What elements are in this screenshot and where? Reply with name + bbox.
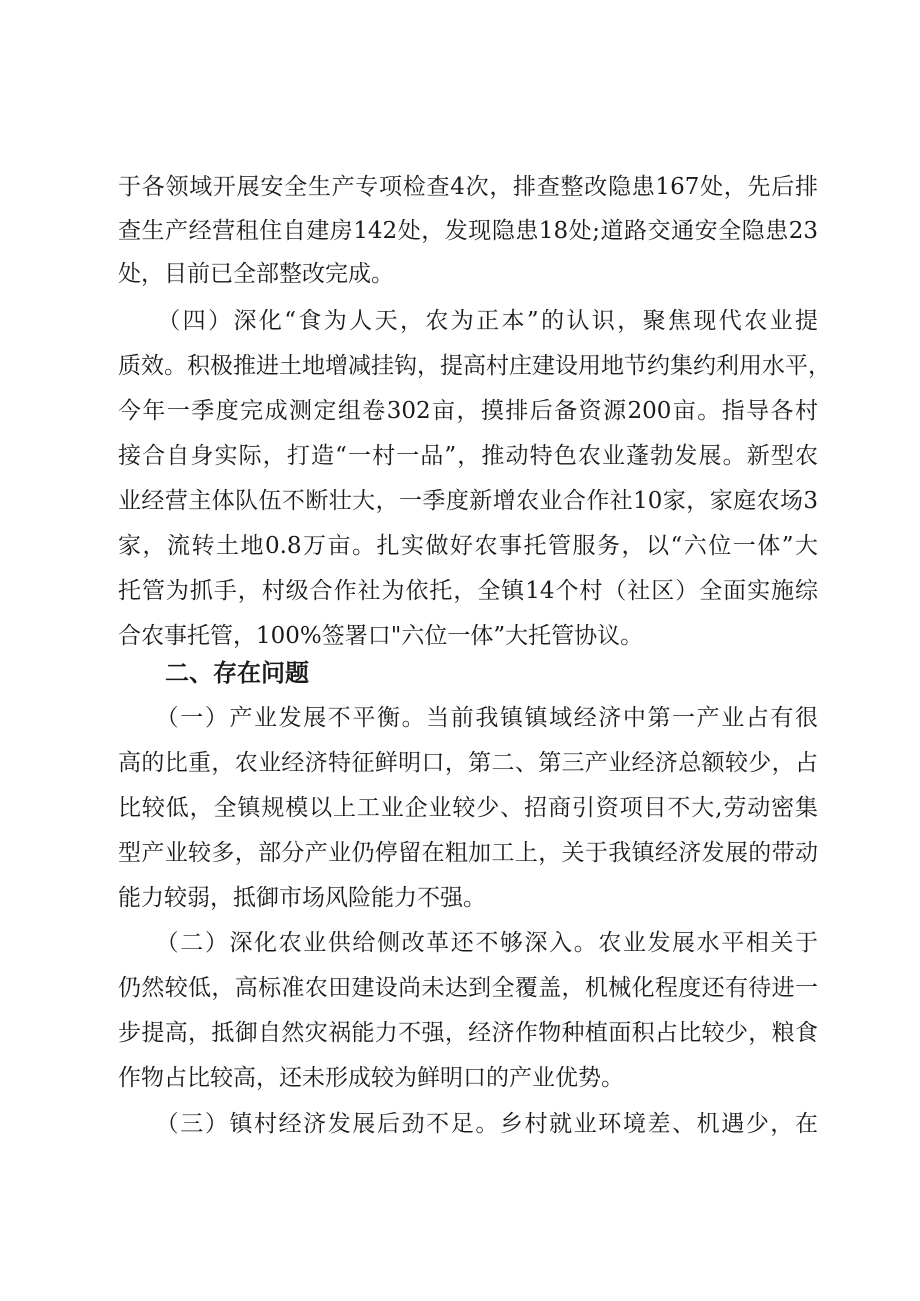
paragraph-line: 能力较弱，抵御市场风险能力不强。 xyxy=(118,885,486,911)
paragraph-line: 托管为抓手，村级合作社为依托，全镇14个村（社区）全面实施综 xyxy=(118,578,818,604)
paragraph-line: 质效。积极推进土地增减挂钩，提高村庄建设用地节约集约利用水平， xyxy=(118,353,831,379)
paragraph-line: 查生产经营租住自建房142处，发现隐患18处;道路交通安全隐患23 xyxy=(118,218,818,244)
paragraph-line: 接合自身实际，打造“一村一品”，推动特色农业蓬勃发展。新型农 xyxy=(118,443,818,469)
paragraph-line: 比较低，全镇规模以上工业企业较少、招商引资项目不大,劳动密集 xyxy=(118,795,818,821)
paragraph-line: （二）深化农业供给侧改革还不够深入。农业发展水平相关于 xyxy=(118,930,818,956)
paragraph-line: 仍然较低，高标准农田建设尚未达到全覆盖，机械化程度还有待进一 xyxy=(118,975,818,1001)
paragraph-line: （三）镇村经济发展后劲不足。乡村就业环境差、机遇少，在 xyxy=(118,1111,818,1137)
section-heading: 二、存在问题 xyxy=(165,659,309,687)
paragraph-line: 于各领域开展安全生产专项检查4次，排查整改隐患167处，先后排 xyxy=(118,174,818,200)
paragraph-line: 步提高，抵御自然灾祸能力不强，经济作物种植面积占比较少，粮食 xyxy=(118,1020,818,1046)
paragraph-line: 今年一季度完成测定组卷302亩，摸排后备资源200亩。指导各村 xyxy=(118,398,818,424)
paragraph-line: 型产业较多，部分产业仍停留在粗加工上，关于我镇经济发展的带动 xyxy=(118,840,818,866)
paragraph-line: 合农事托管，100%签署口"六位一体”大托管协议。 xyxy=(118,623,644,649)
paragraph-line: 业经营主体队伍不断壮大，一季度新增农业合作社10家，家庭农场3 xyxy=(118,488,818,514)
paragraph-line: （四）深化“食为人天，农为正本”的认识，聚焦现代农业提 xyxy=(118,308,818,334)
paragraph-line: 处，目前已全部整改完成。 xyxy=(118,261,394,287)
paragraph-line: 作物占比较高，还未形成较为鲜明口的产业优势。 xyxy=(118,1065,624,1091)
paragraph-line: （一）产业发展不平衡。当前我镇镇域经济中第一产业占有很 xyxy=(118,705,818,731)
paragraph-line: 高的比重，农业经济特征鲜明口，第二、第三产业经济总额较少，占 xyxy=(118,750,818,776)
paragraph-line: 家，流转土地0.8万亩。扎实做好农事托管服务，以“六位一体”大 xyxy=(118,533,818,559)
